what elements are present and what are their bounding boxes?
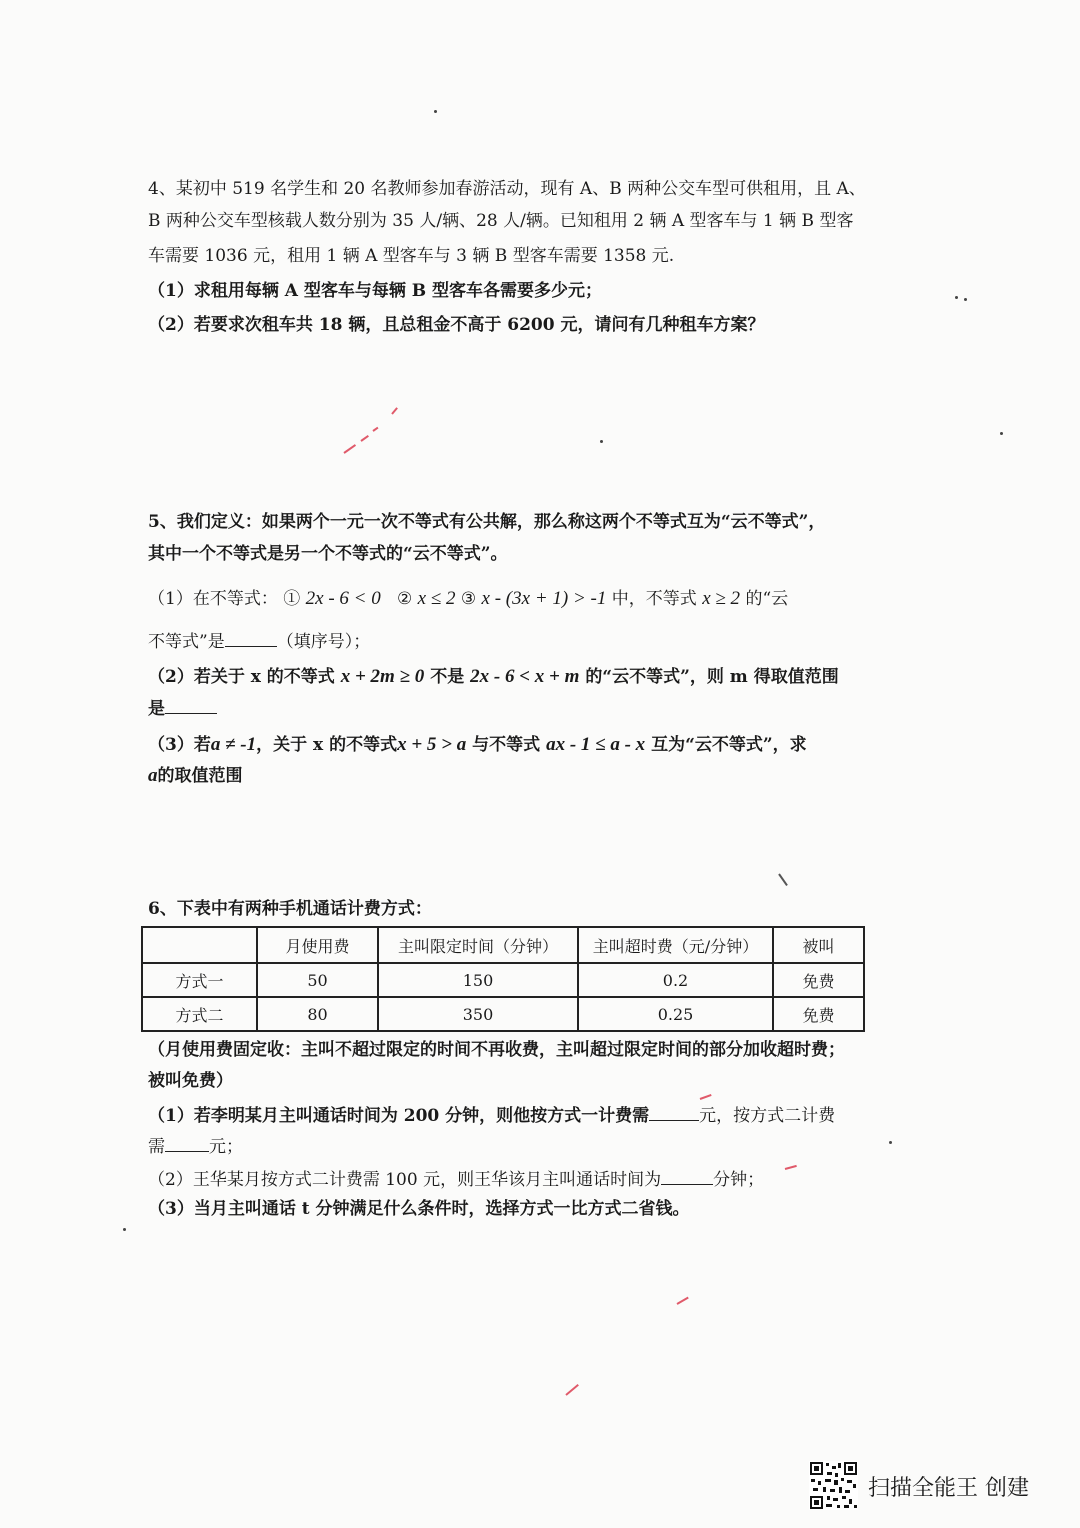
q5-p3-line2: 的取值范围 [157,766,243,786]
q6-part-3: （3）当月主叫通话 t 分钟满足什么条件时，选择方式一比方式二省钱。 [148,1199,690,1219]
pen-mark [778,873,788,886]
q6-title: 6、下表中有两种手机通话计费方式： [148,899,432,919]
scanner-brand: 扫描全能王 创建 [868,1476,1029,1501]
condition: a ≠ -1 [210,734,257,755]
header-cell: 主叫超时费（元/分钟） [578,927,773,963]
q6-note-1: （月使用费固定收：主叫不超过限定的时间不再收费，主叫超过限定时间的部分加收超时费； [148,1040,845,1060]
table-row [142,997,864,1031]
speck [964,298,967,301]
pen-mark [700,1094,712,1100]
inequality-5: x + 2m ≥ 0 [340,666,425,687]
q5-part-1-line-2 [148,632,370,651]
table-cell: 80 [257,997,378,1031]
header-cell [142,927,257,963]
q6-p1-b: 元，按方式二计费 [699,1106,836,1126]
q5-p2-prefix: （2）若关于 x 的不等式 [148,667,335,687]
q6-p2-a: （2）王华某月按方式二计费需 100 元，则王华该月主叫通话时间为 [148,1170,662,1190]
table-cell: 50 [257,963,378,997]
table-header-row [142,927,864,963]
header-cell: 被叫 [773,927,864,963]
q5-part-2-line-2 [148,699,217,718]
inequality-1: 2x - 6 < 0 [305,588,381,609]
answer-blank[interactable] [225,632,277,647]
pen-mark [372,427,378,432]
pen-mark [785,1165,797,1170]
pen-mark [360,435,369,442]
answer-blank[interactable] [165,1137,209,1152]
qr-code-icon [809,1461,858,1510]
q6-part-1-line-2 [148,1137,243,1156]
q5-p2-line2: 是 [148,699,165,719]
circle-2: ② [396,589,413,609]
q5-line-1: 5、我们定义：如果两个一元一次不等式有公共解，那么称这两个不等式互为“云不等式”， [148,512,826,532]
answer-blank[interactable] [661,1170,713,1185]
speck [434,110,437,113]
q5-part-1 [148,589,788,608]
table-cell: 免费 [773,997,864,1031]
inequality-4: x ≥ 2 [702,588,741,609]
q4-line-1: 4、某初中 519 名学生和 20 名教师参加春游活动，现有 A、B 两种公交车型可供租用，且 A、 [148,179,866,199]
inequality-8: ax - 1 ≤ a - x [546,734,646,755]
table-cell: 0.25 [578,997,773,1031]
answer-blank[interactable] [165,699,217,714]
q5-p1-line2a: 不等式”是 [148,632,225,652]
table-cell: 方式一 [142,963,257,997]
variable-a: a [148,765,158,786]
inequality-6: 2x - 6 < x + m [470,666,580,687]
pen-mark [677,1297,689,1305]
q6-part-2 [148,1170,764,1189]
q4-line-3: 车需要 1036 元，租用 1 辆 A 型客车与 3 辆 B 型客车需要 1358 元. [148,246,675,266]
pen-mark [343,444,356,454]
q6-p1-a: （1）若李明某月主叫通话时间为 200 分钟，则他按方式一计费需 [148,1106,650,1126]
pen-mark [391,407,398,414]
circle-3: ③ [460,589,477,609]
table-row [142,963,864,997]
inequality-2: x ≤ 2 [417,588,456,609]
q5-p3-suffix: 互为“云不等式”，求 [651,735,807,755]
q6-p1-d: 元； [209,1137,243,1157]
q5-part-3-line-2 [148,766,243,785]
q5-p1-line2b: （填序号）； [276,632,371,652]
fee-table [141,926,865,1032]
speck [123,1228,126,1231]
q6-note-2: 被叫免费） [148,1071,233,1091]
q5-p1-suffix: 的“云 [745,589,789,609]
q6-p1-c: 需 [148,1137,165,1157]
answer-blank[interactable] [649,1106,699,1121]
q5-line-2: 其中一个不等式是另一个不等式的“云不等式”。 [148,544,508,564]
table-cell: 350 [378,997,578,1031]
table-cell: 方式二 [142,997,257,1031]
q5-part-2 [148,667,839,686]
q5-p1-prefix: （1）在不等式： [148,589,278,609]
table-cell: 免费 [773,963,864,997]
q5-p3-prefix: （3）若 [148,735,211,755]
speck [889,1141,892,1144]
speck [600,440,603,443]
q5-p3-mid1: ，关于 x 的不等式 [256,735,398,755]
q5-p3-mid2: 与不等式 [472,735,541,755]
header-cell: 月使用费 [257,927,378,963]
q4-part-2: （2）若要求次租车共 18 辆，且总租金不高于 6200 元，请问有几种租车方案？ [148,315,765,335]
inequality-3: x - (3x + 1) > -1 [481,588,607,609]
q6-part-1 [148,1106,835,1125]
header-cell: 主叫限定时间（分钟） [378,927,578,963]
table-cell: 150 [378,963,578,997]
q6-p2-b: 分钟； [713,1170,765,1190]
inequality-7: x + 5 > a [397,734,467,755]
pen-mark [565,1384,579,1396]
q5-p1-mid: 中，不等式 [611,589,697,609]
speck [955,296,958,299]
q4-line-2: B 两种公交车型核载人数分别为 35 人/辆、28 人/辆。已知租用 2 辆 A 型客车与 1 辆 B 型客 [148,211,854,231]
circle-1: ① [283,589,301,609]
q5-p2-mid: 不是 [430,667,465,687]
q4-part-1: （1）求租用每辆 A 型客车与每辆 B 型客车各需要多少元； [148,281,603,301]
q5-p2-suffix: 的“云不等式”，则 m 得取值范围 [585,667,839,687]
table-cell: 0.2 [578,963,773,997]
speck [1000,432,1003,435]
q5-part-3 [148,735,807,754]
